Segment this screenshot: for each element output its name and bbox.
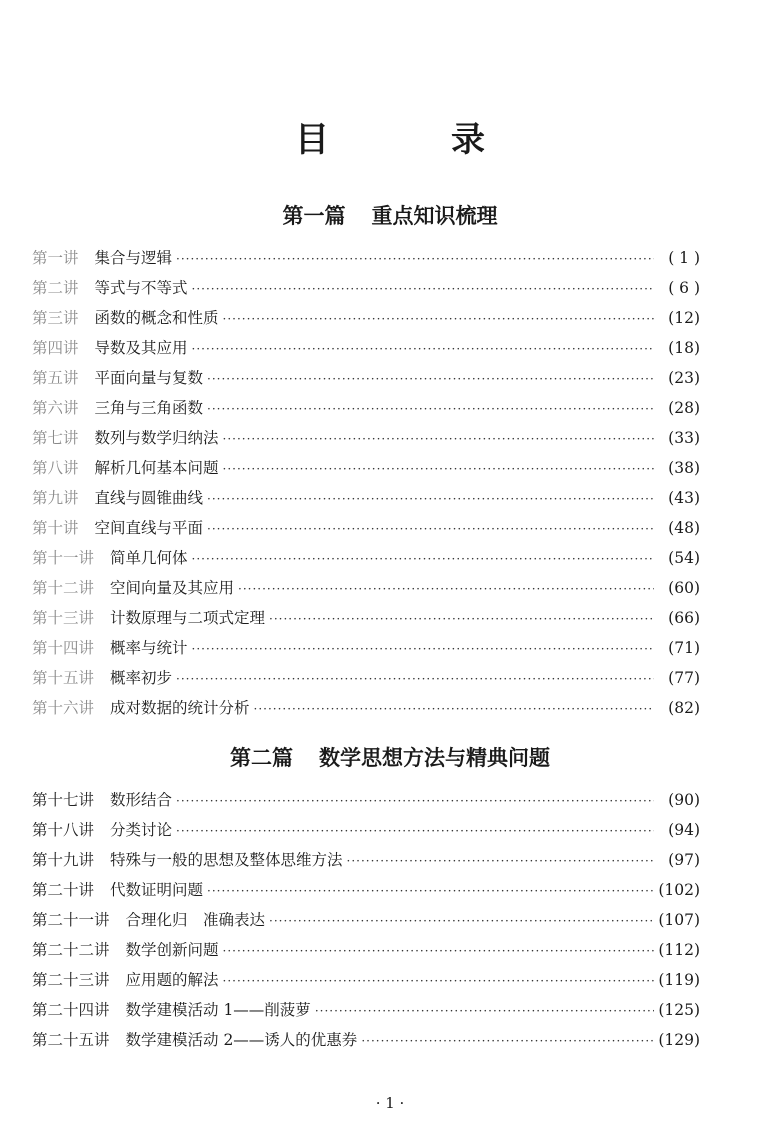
lecture-title: 特殊与一般的思想及整体思维方法 (110, 851, 343, 869)
toc-entry[interactable] (32, 965, 700, 995)
lecture-number: 第十五讲 (32, 669, 95, 687)
lecture-number: 第十三讲 (32, 609, 95, 627)
toc-entry[interactable] (32, 785, 700, 815)
toc-entry[interactable] (32, 663, 700, 693)
lecture-number: 第十二讲 (32, 579, 95, 597)
lecture-title: 导数及其应用 (94, 339, 188, 357)
lecture-number: 第五讲 (32, 369, 79, 387)
lecture-number: 第十六讲 (32, 699, 95, 717)
lecture-title: 数形结合 (110, 791, 173, 809)
lecture-title: 简单几何体 (110, 549, 188, 567)
toc-entry[interactable] (32, 603, 700, 633)
lecture-number: 第六讲 (32, 399, 79, 417)
lecture-number: 第七讲 (32, 429, 79, 447)
dot-leader (238, 574, 654, 604)
dot-leader (315, 996, 654, 1026)
toc-entry[interactable] (32, 633, 700, 663)
lecture-title: 计数原理与二项式定理 (110, 609, 266, 627)
toc-entry[interactable] (32, 875, 700, 905)
toc-entry[interactable] (32, 513, 700, 543)
dot-leader (223, 304, 654, 334)
page-ref: (23) (668, 369, 700, 387)
lecture-number: 第十八讲 (32, 821, 95, 839)
page-number: · 1 · (375, 1094, 405, 1112)
lecture-title: 合理化归 准确表达 (125, 911, 266, 929)
part-name: 重点知识梳理 (371, 204, 498, 228)
dot-leader (269, 604, 654, 634)
toc-entry[interactable] (32, 845, 700, 875)
toc-entry[interactable] (32, 905, 700, 935)
toc-entry[interactable] (32, 1025, 700, 1055)
toc-list-part-2 (32, 785, 700, 1055)
page-ref: (77) (668, 669, 700, 687)
page-ref: (107) (658, 911, 700, 929)
dot-leader (223, 966, 654, 996)
lecture-number: 第二讲 (32, 279, 79, 297)
page-ref: (94) (668, 821, 700, 839)
page-ref: (82) (668, 699, 700, 717)
lecture-number: 第二十四讲 (32, 1001, 110, 1019)
part-heading-2 (0, 742, 780, 772)
toc-entry[interactable] (32, 333, 700, 363)
dot-leader (254, 694, 654, 724)
lecture-title: 等式与不等式 (94, 279, 188, 297)
toc-entry[interactable] (32, 453, 700, 483)
toc-entry[interactable] (32, 303, 700, 333)
page-ref: (66) (668, 609, 700, 627)
lecture-number: 第四讲 (32, 339, 79, 357)
toc-entry[interactable] (32, 243, 700, 273)
page-ref: ( 1 ) (668, 249, 700, 267)
lecture-title: 空间直线与平面 (94, 519, 204, 537)
dot-leader (207, 394, 654, 424)
lecture-title: 代数证明问题 (110, 881, 204, 899)
part-number: 第二篇 (230, 746, 293, 770)
dot-leader (192, 634, 654, 664)
lecture-number: 第二十二讲 (32, 941, 110, 959)
lecture-number: 第十九讲 (32, 851, 95, 869)
dot-leader (176, 664, 654, 694)
lecture-title: 平面向量与复数 (94, 369, 204, 387)
dot-leader (269, 906, 654, 936)
page-ref: (43) (668, 489, 700, 507)
page-ref: (102) (658, 881, 700, 899)
toc-list-part-1 (32, 243, 700, 723)
toc-entry[interactable] (32, 363, 700, 393)
lecture-number: 第二十讲 (32, 881, 95, 899)
dot-leader (176, 786, 654, 816)
toc-entry[interactable] (32, 995, 700, 1025)
lecture-number: 第二十三讲 (32, 971, 110, 989)
page-ref: (54) (668, 549, 700, 567)
dot-leader (176, 244, 654, 274)
page-ref: (33) (668, 429, 700, 447)
lecture-number: 第九讲 (32, 489, 79, 507)
dot-leader (192, 544, 654, 574)
page-ref: ( 6 ) (668, 279, 700, 297)
dot-leader (192, 274, 654, 304)
lecture-number: 第十讲 (32, 519, 79, 537)
toc-entry[interactable] (32, 423, 700, 453)
lecture-title: 集合与逻辑 (94, 249, 173, 267)
toc-entry[interactable] (32, 393, 700, 423)
lecture-title: 数列与数学归纳法 (94, 429, 219, 447)
lecture-number: 第一讲 (32, 249, 79, 267)
lecture-number: 第十七讲 (32, 791, 95, 809)
dot-leader (223, 454, 654, 484)
lecture-title: 函数的概念和性质 (94, 309, 219, 327)
lecture-number: 第二十五讲 (32, 1031, 110, 1049)
toc-entry[interactable] (32, 273, 700, 303)
lecture-title: 概率初步 (110, 669, 173, 687)
lecture-number: 第三讲 (32, 309, 79, 327)
dot-leader (192, 334, 654, 364)
lecture-number: 第八讲 (32, 459, 79, 477)
toc-entry[interactable] (32, 543, 700, 573)
lecture-title: 分类讨论 (110, 821, 173, 839)
page-ref: (71) (668, 639, 700, 657)
page-ref: (97) (668, 851, 700, 869)
lecture-title: 数学建模活动 1——削菠萝 (125, 1001, 311, 1019)
page-ref: (112) (658, 941, 700, 959)
page-ref: (28) (668, 399, 700, 417)
toc-entry[interactable] (32, 693, 700, 723)
lecture-title: 概率与统计 (110, 639, 188, 657)
lecture-title: 三角与三角函数 (94, 399, 204, 417)
dot-leader (223, 936, 654, 966)
dot-leader (223, 424, 654, 454)
lecture-title: 空间向量及其应用 (110, 579, 235, 597)
part-heading-1 (0, 200, 780, 230)
lecture-number: 第十四讲 (32, 639, 95, 657)
page-ref: (38) (668, 459, 700, 477)
dot-leader (347, 846, 654, 876)
lecture-title: 应用题的解法 (125, 971, 219, 989)
dot-leader (207, 484, 654, 514)
page-ref: (119) (658, 971, 700, 989)
lecture-title: 解析几何基本问题 (94, 459, 219, 477)
dot-leader (207, 514, 654, 544)
lecture-number: 第十一讲 (32, 549, 95, 567)
page-ref: (48) (668, 519, 700, 537)
toc-entry[interactable] (32, 815, 700, 845)
page-ref: (60) (668, 579, 700, 597)
dot-leader (176, 816, 654, 846)
toc-entry[interactable] (32, 483, 700, 513)
page-ref: (125) (658, 1001, 700, 1019)
toc-entry[interactable] (32, 573, 700, 603)
dot-leader (207, 876, 654, 906)
part-number: 第一篇 (282, 204, 346, 228)
dot-leader (361, 1026, 654, 1056)
page-ref: (90) (668, 791, 700, 809)
page-ref: (129) (658, 1031, 700, 1049)
lecture-title: 数学创新问题 (125, 941, 219, 959)
page-title: 目 录 (295, 120, 529, 160)
lecture-number: 第二十一讲 (32, 911, 110, 929)
lecture-title: 数学建模活动 2——诱人的优惠券 (125, 1031, 358, 1049)
dot-leader (207, 364, 654, 394)
lecture-title: 成对数据的统计分析 (110, 699, 250, 717)
lecture-title: 直线与圆锥曲线 (94, 489, 204, 507)
part-name: 数学思想方法与精典问题 (319, 746, 550, 770)
toc-entry[interactable] (32, 935, 700, 965)
page-ref: (12) (668, 309, 700, 327)
page-ref: (18) (668, 339, 700, 357)
